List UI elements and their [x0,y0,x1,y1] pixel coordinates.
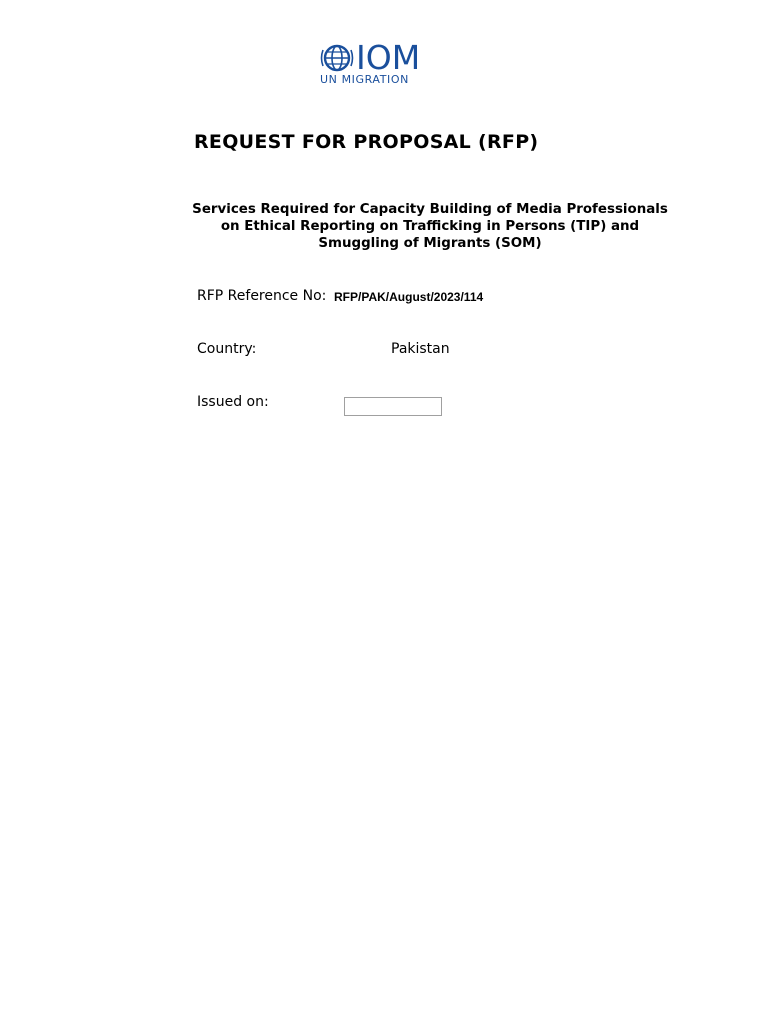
subtitle-line: on Ethical Reporting on Trafficking in Persons (TIP) and [220,219,640,234]
document-title: REQUEST FOR PROPOSAL (RFP) [194,131,539,153]
subtitle-line: Services Required for Capacity Building of Media Professionals [192,202,668,217]
country-value: Pakistan [391,341,450,357]
reference-value: RFP/PAK/August/2023/114 [334,290,484,304]
document-subtitle [160,201,700,252]
issued-label: Issued on: [197,394,269,410]
iom-logo [318,38,438,88]
subtitle-line: Smuggling of Migrants (SOM) [318,236,542,251]
issued-date-field[interactable] [344,397,442,416]
country-label: Country: [197,341,257,357]
logo-subtitle: UN MIGRATION [320,73,409,86]
reference-label: RFP Reference No: [197,288,327,304]
logo-wordmark: IOM [356,38,421,77]
un-emblem-icon [320,44,354,74]
